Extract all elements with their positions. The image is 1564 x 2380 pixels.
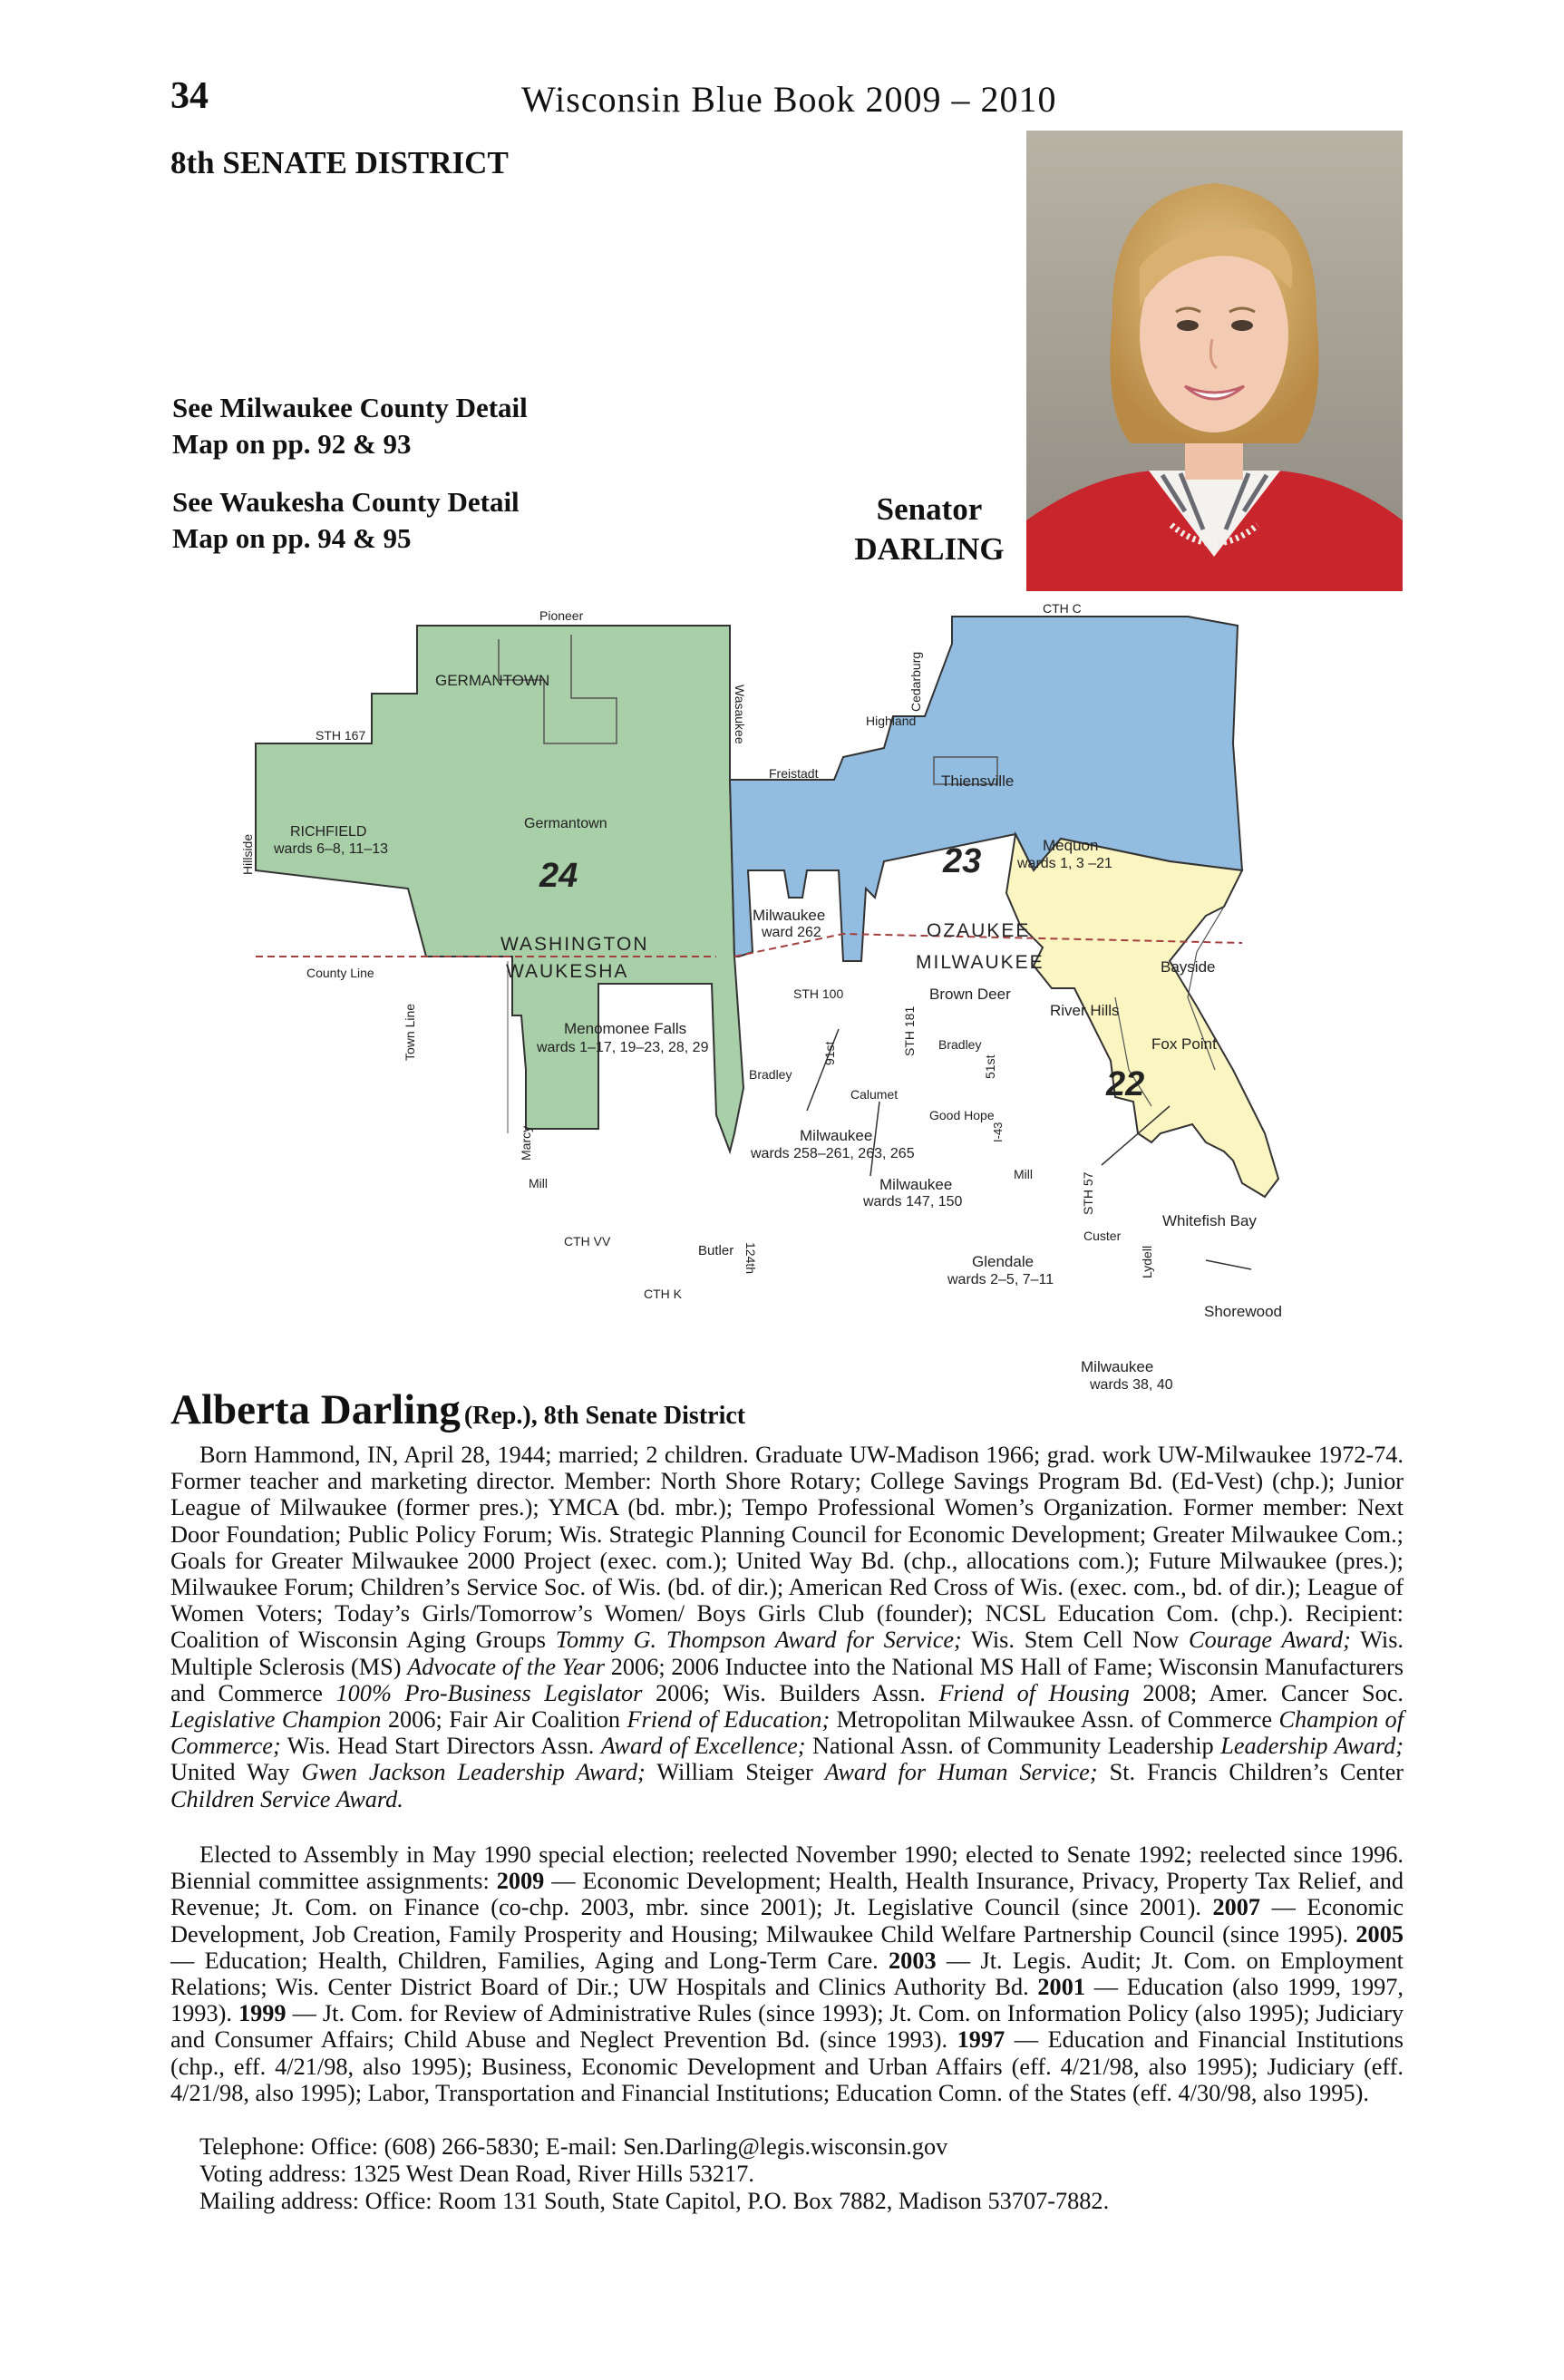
district-22-number: 22 [1106,1065,1145,1103]
road-91st: 91st [822,1041,837,1065]
contact-telephone: Telephone: Office: (608) 266-5830; E-mail: Sen.Darling@legis.wisconsin.gov [199,2133,948,2160]
italic-award-text: Children Service Award. [170,1785,403,1812]
road-calumet: Calumet [850,1087,899,1102]
road-cth-k: CTH K [644,1287,682,1301]
county-label-waukesha: WAUKESHA [506,961,629,982]
senator-title: Senator [876,491,983,527]
see-waukesha-map-note [172,484,520,557]
place-shorewood: Shorewood [1204,1303,1283,1320]
paragraph-text: Wis. Head Start Directors Assn. [280,1733,601,1760]
paragraph-text: 2006; Fair Air Coalition [381,1706,627,1734]
paragraph-text: 2008; Amer. Cancer Soc. [1129,1679,1404,1706]
paragraph-text: William Steiger [645,1759,825,1786]
session-year: 2009 [496,1868,545,1895]
place-germantown: Germantown [524,816,607,831]
road-marcy: Marcy [519,1125,533,1161]
paragraph-text: — Education and Financial Institutions (chp., eff. 4/21/98, also 1995); Business, Economic Development and Urban Affairs (eff. 4/21/98, also 1995); Judiciary (eff. 4/21/98, also 1995); Labor, Transportation and Financial Institutions; Education Comn. of the States (eff. 4/30/98, also 1995). [170,2026,1404,2106]
road-cedarburg: Cedarburg [908,651,923,712]
italic-award-text: Friend of Housing [938,1679,1130,1706]
session-year: 1997 [957,2026,1005,2054]
district-24-number: 24 [539,857,578,895]
paragraph-text: St. Francis Children’s Center [1097,1759,1404,1786]
paragraph-text: United Way [170,1759,302,1786]
see-waukesha-line1: See Waukesha County Detail [172,486,520,518]
place-brown-deer: Brown Deer [929,986,1011,1003]
bio-name: Alberta Darling [170,1386,461,1433]
road-sth-181: STH 181 [902,1005,917,1056]
see-milwaukee-line2: Map on pp. 92 & 93 [172,428,412,460]
place-menomonee-falls: Menomonee Falls [564,1020,687,1037]
italic-award-text: Award of Excellence; [600,1733,806,1760]
place-richfield: RICHFIELD [290,824,367,840]
paragraph-text: Wis. Stem Cell Now [961,1627,1190,1654]
bio-party-district: (Rep.), 8th Senate District [463,1402,746,1430]
place-glendale: Glendale [972,1253,1035,1270]
italic-award-text: Champion of Commerce; [170,1706,1404,1760]
paragraph-text: Metropolitan Milwaukee Assn. of Commerce [830,1706,1279,1734]
session-year: 2007 [1212,1894,1261,1921]
senator-surname: DARLING [854,531,1005,567]
page-number: 34 [170,75,209,117]
place-river-hills: River Hills [1050,1002,1120,1019]
place-milwaukee-147: Milwaukee [879,1176,953,1193]
running-head: Wisconsin Blue Book 2009 – 2010 [521,79,1057,120]
place-germantown-village: GERMANTOWN [435,672,550,689]
district-23-number: 23 [943,842,982,880]
italic-award-text: 100% Pro-Business Legislator [335,1679,643,1706]
road-mill-east: Mill [1014,1167,1033,1181]
road-pioneer: Pioneer [539,608,584,623]
see-milwaukee-line1: See Milwaukee County Detail [172,392,528,423]
road-cth-vv: CTH VV [564,1234,611,1248]
road-124th: 124th [743,1242,758,1275]
road-butler: Butler [698,1243,734,1258]
see-waukesha-line2: Map on pp. 94 & 95 [172,522,412,554]
road-town-line: Town Line [403,1003,417,1061]
session-year: 1999 [238,2000,287,2027]
county-label-washington: WASHINGTON [500,934,649,955]
paragraph-text: Wis. Multiple Sclerosis (MS) [170,1627,1404,1680]
paragraph-text: Elected to Assembly in May 1990 special election; reelected November 1990; elected to Senate 1992; reelected since 1996. Biennial committee assignments: [170,1841,1404,1895]
place-milwaukee-38-wards: wards 38, 40 [1090,1377,1173,1393]
place-whitefish-bay: Whitefish Bay [1162,1212,1257,1229]
road-wasaukee: Wasaukee [733,685,747,744]
road-bradley-east: Bradley [938,1037,982,1052]
paragraph-text: — Education; Health, Children, Families, Aging and Long-Term Care. [170,1947,889,1974]
road-county-line: County Line [306,966,374,980]
place-milwaukee-262: Milwaukee [753,907,826,924]
place-milwaukee-38: Milwaukee [1081,1358,1154,1375]
bio-name-heading [170,1385,745,1434]
road-i43: I-43 [991,1122,1005,1142]
session-year: 2003 [889,1947,937,1974]
paragraph-text: — Jt. Legis. Audit; Jt. Com. on Employment Relations; Wis. Center District Board of Dir.; UW Hospitals and Clinics Authority Bd. [170,1947,1404,2001]
italic-award-text: Legislative Champion [170,1706,382,1734]
paragraph-text: — Education (also 1999, 1997, 1993). [170,1974,1404,2027]
county-label-ozaukee: OZAUKEE [927,920,1031,941]
paragraph-text: 2006; 2006 Inductee into the National MS Hall of Fame; Wisconsin Manufacturers and Commerce [170,1653,1404,1706]
italic-award-text: Tommy G. Thompson Award for Service; [555,1627,962,1654]
road-bradley-west: Bradley [749,1067,792,1082]
road-good-hope: Good Hope [929,1108,995,1122]
paragraph-text: — Jt. Com. for Review of Administrative Rules (since 1993); Jt. Com. on Information Policy (also 1995); Judiciary and Consumer Affairs; Child Abuse and Neglect Prevention Bd. (since 1993). [170,2000,1404,2054]
place-thiensville: Thiensville [941,772,1015,790]
road-highland: Highland [866,714,917,728]
bio-paragraph-personal [170,1442,1404,1812]
road-sth-100: STH 100 [793,986,844,1001]
place-fox-point: Fox Point [1151,1035,1217,1053]
road-freistadt: Freistadt [769,766,819,781]
paragraph-text: — Economic Development; Health, Health Insurance, Privacy, Property Tax Relief, and Revenue; Jt. Com. on Finance (co-chp. 2003, mbr. since 2001); Jt. Legislative Council (since 2001). [170,1868,1404,1921]
place-glendale-wards: wards 2–5, 7–11 [947,1272,1054,1287]
road-lydell: Lydell [1140,1245,1154,1278]
paragraph-text: 2006; Wis. Builders Assn. [642,1679,939,1706]
road-sth-57: STH 57 [1081,1171,1095,1215]
paragraph-text: National Assn. of Community Leadership [805,1733,1221,1760]
place-milwaukee-262-wards: ward 262 [762,925,821,940]
district-heading: 8th SENATE DISTRICT [170,145,509,180]
road-cth-c: CTH C [1043,601,1082,616]
bio-paragraph-legislative [170,1841,1404,2106]
district-24-area [256,626,743,1151]
session-year: 2005 [1355,1920,1404,1948]
place-mequon: Mequon [1043,837,1099,854]
place-milwaukee-147-wards: wards 147, 150 [863,1194,963,1209]
senator-portrait [1026,131,1403,591]
italic-award-text: Courage Award; [1189,1627,1351,1654]
paragraph-text: — Economic Development, Job Creation, Family Prosperity and Housing; Milwaukee Child Welfare Partnership Council (since 1995). [170,1894,1404,1948]
italic-award-text: Leadership Award; [1220,1733,1404,1760]
see-milwaukee-map-note [172,390,528,462]
senator-caption [798,490,1061,569]
place-richfield-wards: wards 6–8, 11–13 [274,841,389,857]
county-label-milwaukee: MILWAUKEE [916,952,1044,973]
road-51st: 51st [983,1054,997,1079]
road-mill-west: Mill [529,1176,548,1190]
place-bayside: Bayside [1161,958,1216,976]
contact-mailing-address: Mailing address: Office: Room 131 South, State Capitol, P.O. Box 7882, Madison 53707-7882. [199,2188,1110,2214]
place-menomonee-wards: wards 1–17, 19–23, 28, 29 [537,1040,709,1055]
session-year: 2001 [1037,1974,1085,2001]
road-sth-167: STH 167 [316,728,366,743]
district-map [240,598,1306,1396]
italic-award-text: Gwen Jackson Leadership Award; [301,1759,646,1786]
italic-award-text: Advocate of the Year [407,1653,606,1680]
contact-voting-address: Voting address: 1325 West Dean Road, River Hills 53217. [199,2161,754,2187]
italic-award-text: Award for Human Service; [824,1759,1098,1786]
place-milwaukee-258-wards: wards 258–261, 263, 265 [751,1146,915,1161]
paragraph-text: Born Hammond, IN, April 28, 1944; married; 2 children. Graduate UW-Madison 1966; grad. work UW-Milwaukee 1972-74. Former teacher and marketing director. Member: North Shore Rotary; College Savings Program Bd. (Ed-Vest) (chp.); Junior League of Milwaukee (former pres.); YMCA (bd. mbr.); Tempo Professional Women’s Organization. Former member: Next Door Foundation; Public Policy Forum; Wis. Strategic Planning Council for Economic Development; Greater Milwaukee Com.; Goals for Greater Milwaukee 2000 Project (exec. com.); United Way Bd. (chp., allocations com.); Future Milwaukee (pres.); Milwaukee Forum; Children’s Service Soc. of Wis. (bd. of dir.); American Red Cross of Wis. (exec. com., bd. of dir.); League of Women Voters; Today’s Girls/Tomorrow’s Women/ Boys Girls Club (founder); NCSL Education Com. (chp.). Recipient: Coalition of Wisconsin Aging Groups [170,1442,1404,1654]
place-milwaukee-258: Milwaukee [800,1127,873,1144]
italic-award-text: Friend of Education; [627,1706,831,1734]
place-mequon-wards: wards 1, 3 –21 [1017,856,1112,871]
district-22-area [1006,834,1278,1197]
road-custer: Custer [1083,1229,1122,1243]
road-hillside: Hillside [240,833,255,875]
